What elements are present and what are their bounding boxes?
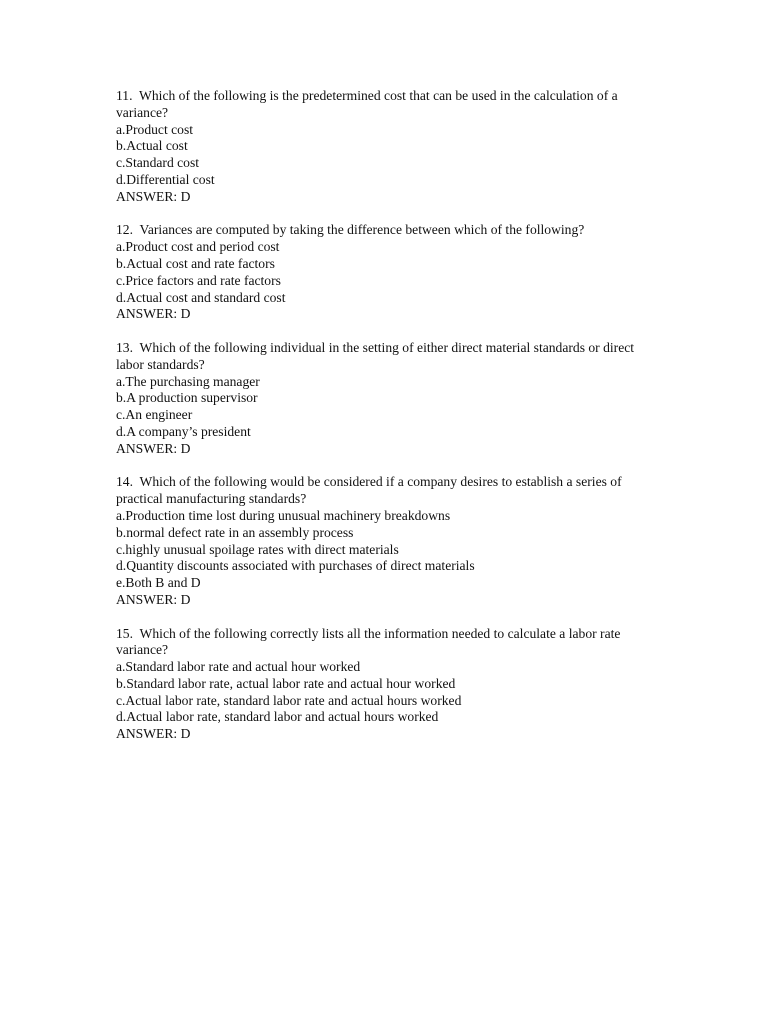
answer-line: ANSWER: D — [116, 306, 191, 322]
option-a: a.The purchasing manager — [116, 373, 260, 389]
option-a: a.Production time lost during unusual machinery breakdowns — [116, 507, 451, 523]
question-13 — [116, 340, 676, 458]
option-a: a.Product cost and period cost — [116, 239, 280, 255]
option-d: d.Differential cost — [116, 171, 215, 187]
option-b: b.Standard labor rate, actual labor rate and actual hour worked — [116, 675, 456, 691]
answer-line: ANSWER: D — [116, 726, 191, 742]
answer-line: ANSWER: D — [116, 188, 191, 204]
option-d: d.Actual cost and standard cost — [116, 289, 286, 305]
option-d: d.Actual labor rate, standard labor and actual hours worked — [116, 709, 439, 725]
question-list — [116, 88, 676, 760]
option-a: a.Product cost — [116, 121, 194, 137]
option-b: b.Actual cost — [116, 138, 188, 154]
question-text: 12. Variances are computed by taking the difference between which of the following? — [116, 222, 585, 238]
option-d: d.A company’s president — [116, 423, 251, 439]
option-c: c.Standard cost — [116, 155, 200, 171]
question-12 — [116, 222, 676, 323]
question-text: 13. Which of the following individual in the setting of either direct material standards or direct labor standards? — [116, 339, 638, 372]
question-text: 14. Which of the following would be considered if a company desires to establish a series of practical manufacturing standards? — [116, 474, 626, 507]
question-text: 11. Which of the following is the predetermined cost that can be used in the calculation of a variance? — [116, 88, 622, 120]
option-b: b.Actual cost and rate factors — [116, 255, 275, 271]
question-14 — [116, 474, 676, 608]
option-e: e.Both B and D — [116, 575, 201, 591]
answer-line: ANSWER: D — [116, 591, 191, 607]
question-15 — [116, 626, 676, 744]
option-c: c.highly unusual spoilage rates with direct materials — [116, 541, 399, 557]
option-b: b.normal defect rate in an assembly process — [116, 524, 354, 540]
question-text: 15. Which of the following correctly lists all the information needed to calculate a labor rate variance? — [116, 625, 624, 658]
option-c: c.Price factors and rate factors — [116, 272, 281, 288]
option-b: b.A production supervisor — [116, 390, 258, 406]
option-a: a.Standard labor rate and actual hour worked — [116, 659, 361, 675]
question-11 — [116, 88, 676, 206]
option-c: c.Actual labor rate, standard labor rate and actual hours worked — [116, 692, 462, 708]
answer-line: ANSWER: D — [116, 440, 191, 456]
option-d: d.Quantity discounts associated with purchases of direct materials — [116, 558, 475, 574]
option-c: c.An engineer — [116, 407, 193, 423]
